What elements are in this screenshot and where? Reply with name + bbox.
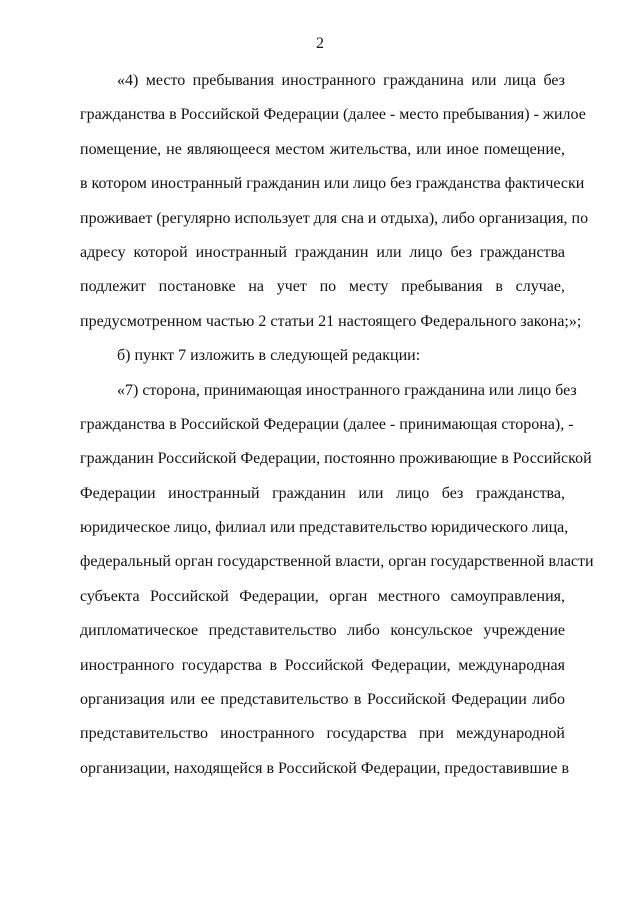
paragraph-3-line-8: дипломатическое представительство либо консульское учреждение (80, 622, 565, 640)
paragraph-1-line-1: «4) место пребывания иностранного гражданина или лица без (117, 72, 565, 89)
paragraph-3-line-6: федеральный орган государственной власти, орган государственной власти (80, 553, 594, 571)
paragraph-1-line-7: подлежит постановке на учет по месту пребывания в случае, (80, 278, 565, 296)
paragraph-3-line-4: Федерации иностранный гражданин или лицо без гражданства, (80, 484, 565, 502)
paragraph-3-line-9: иностранного государства в Российской Федерации, международная (80, 656, 565, 674)
paragraph-3-line-5: юридическое лицо, филиал или представительство юридического лица, (80, 519, 569, 537)
document-body (80, 71, 594, 793)
paragraph-3-line-2: гражданства в Российской Федерации (далее - принимающая сторона), - (80, 415, 574, 433)
paragraph-3-line-3: гражданин Российской Федерации, постоянно проживающие в Российской (80, 450, 592, 468)
paragraph-3-line-12: организации, находящейся в Российской Федерации, предоставившие в (80, 759, 569, 777)
paragraph-1-line-2: гражданства в Российской Федерации (далее - место пребывания) - жилое (80, 106, 586, 124)
paragraph-1-line-5: проживает (регулярно использует для сна и отдыха), либо организация, по (80, 209, 589, 227)
paragraph-3-line-7: субъекта Российской Федерации, орган местного самоуправления, (80, 587, 565, 605)
paragraph-2-line-1: б) пункт 7 изложить в следующей редакции: (117, 347, 421, 365)
paragraph-3-line-11: представительство иностранного государства при международной (80, 725, 565, 743)
page-number: 2 (316, 35, 324, 52)
paragraph-3-line-10: организация или ее представительство в Российской Федерации либо (80, 691, 565, 709)
paragraph-1-line-8: предусмотренном частью 2 статьи 21 настоящего Федерального закона;»; (80, 312, 582, 330)
paragraph-3-line-1: «7) сторона, принимающая иностранного гражданина или лицо без (117, 381, 577, 399)
paragraph-1-line-4: в котором иностранный гражданин или лицо без гражданства фактически (80, 175, 585, 193)
paragraph-1-line-3: помещение, не являющееся местом жительства, или иное помещение, (80, 140, 565, 158)
paragraph-1-line-6: адресу которой иностранный гражданин или лицо без гражданства (80, 243, 565, 261)
